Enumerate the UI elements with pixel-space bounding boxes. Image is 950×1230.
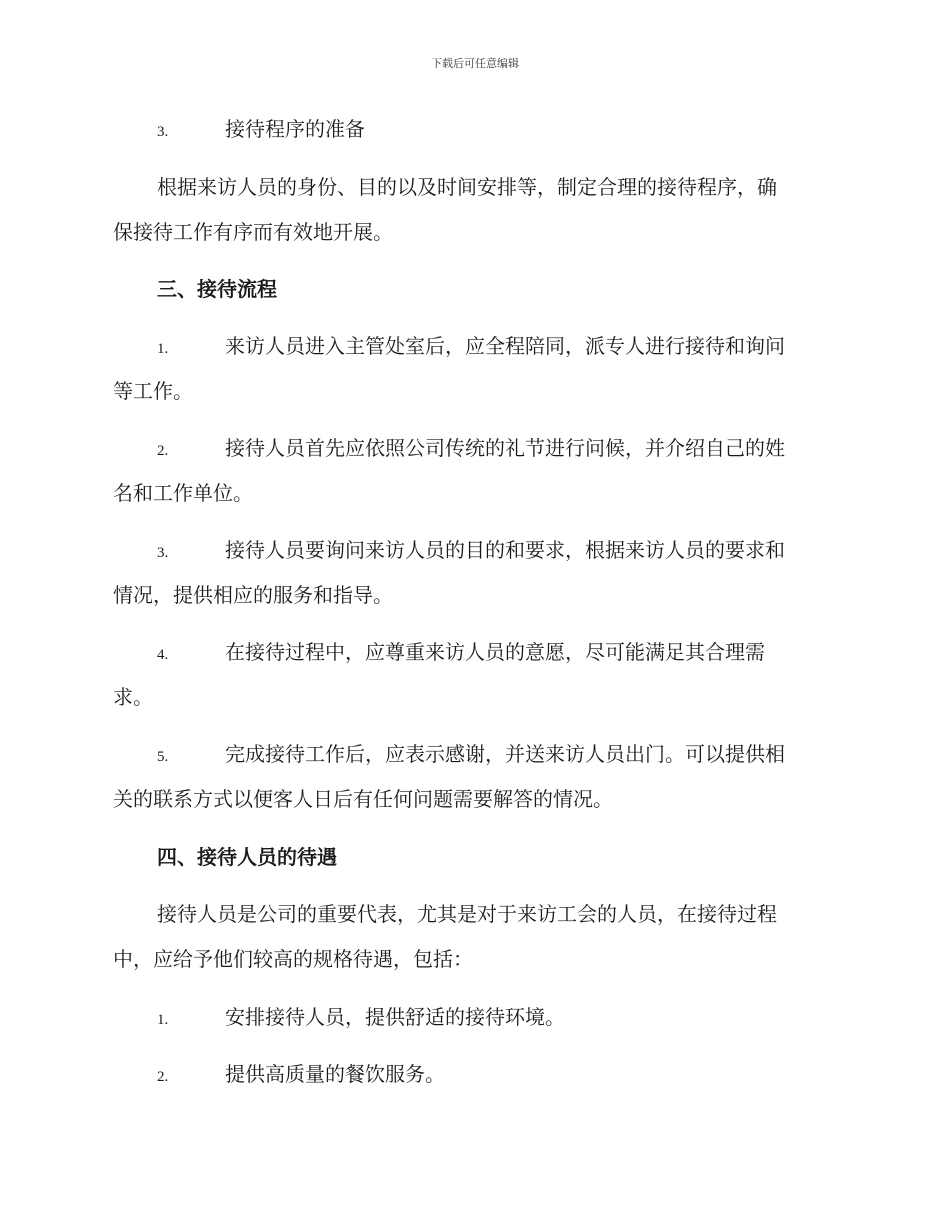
list-item-text: 接待人员首先应依照公司传统的礼节进行问候，并介绍自己的姓 [225,436,785,460]
list-item-number: 3. [157,124,169,140]
section-heading: 四、接待人员的待遇 [157,845,337,869]
list-item-continuation: 等工作。 [113,379,193,403]
list-item [157,638,765,669]
paragraph-line: 接待人员是公司的重要代表，尤其是对于来访工会的人员，在接待过程 [157,902,777,926]
paragraph-line: 中，应给予他们较高的规格待遇，包括： [113,947,473,971]
list-item-text: 在接待过程中，应尊重来访人员的意愿，尽可能满足其合理需 [225,640,765,664]
list-item-continuation: 名和工作单位。 [113,481,253,505]
list-item-continuation: 情况，提供相应的服务和指导。 [113,583,393,607]
list-item [157,434,785,465]
list-item [157,332,785,363]
paragraph-line: 保接待工作有序而有效地开展。 [113,220,393,244]
list-item-number: 2. [157,443,169,459]
list-item-text: 接待人员要询问来访人员的目的和要求，根据来访人员的要求和 [225,538,785,562]
list-item-number: 1. [157,1012,169,1028]
paragraph-line: 根据来访人员的身份、目的以及时间安排等，制定合理的接待程序，确 [157,175,777,199]
list-item-text: 完成接待工作后，应表示感谢，并送来访人员出门。可以提供相 [225,742,785,766]
list-item-number: 5. [157,749,169,765]
list-item [157,740,785,771]
section-heading: 三、接待流程 [157,277,277,301]
list-item-number: 1. [157,341,169,357]
list-item-number: 3. [157,545,169,561]
list-item [157,536,785,567]
page-header: 下载后可任意编辑 [431,57,519,70]
list-item-continuation: 求。 [113,685,153,709]
list-item-continuation: 关的联系方式以便客人日后有任何问题需要解答的情况。 [113,787,613,811]
list-item-text: 来访人员进入主管处室后，应全程陪同，派专人进行接待和询问 [225,334,785,358]
list-item-text: 提供高质量的餐饮服务。 [225,1062,445,1086]
list-item [157,1003,565,1034]
list-item-number: 4. [157,647,169,663]
list-item [157,115,365,146]
list-item-number: 2. [157,1069,169,1085]
list-item-text: 安排接待人员，提供舒适的接待环境。 [225,1005,565,1029]
list-item-text: 接待程序的准备 [225,117,365,141]
list-item [157,1060,445,1091]
